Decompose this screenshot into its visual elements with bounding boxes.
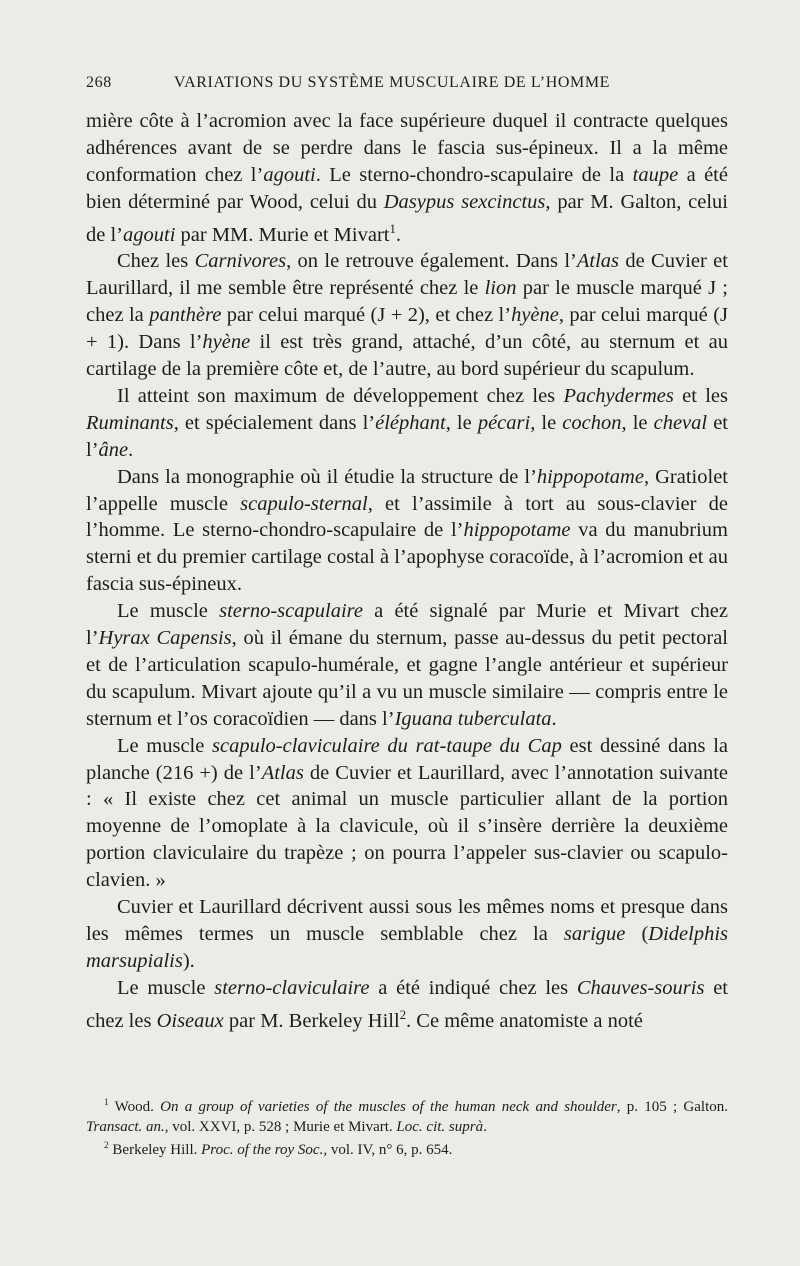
paragraph: Le muscle sterno-claviculaire a été indiqué chez les Chauves-souris et chez les Oiseaux par M. Berkeley Hill$^2$. Ce même anatomiste a noté bbox=[86, 976, 728, 1032]
footnotes bbox=[86, 1094, 728, 1161]
footnote: $^1$ Wood. On a group of varieties of the muscles of the human neck and shoulder, p. 105 ; Galton. Transact. an., vol. XXVI, p. 528 ; Murie et Mivart. Loc. cit. suprà. bbox=[86, 1098, 729, 1135]
paragraph: Dans la monographie où il étudie la structure de l’hippopotame, Gratiolet l’appelle muscle scapulo-sternal, et l’assimile à tort au sous-clavier de l’homme. Le sterno-chondro-scapulaire de l’hippopotame va du manubrium sterni et du premier cartilage costal à l’apophyse coracoïde, à l’acromion et au fascia sus-épineux. bbox=[86, 465, 728, 596]
running-title: VARIATIONS DU SYSTÈME MUSCULAIRE DE L’HOMME bbox=[174, 74, 611, 91]
paragraph: Le muscle scapulo-claviculaire du rat-taupe du Cap est dessiné dans la planche (216 +) de l’Atlas de Cuvier et Laurillard, avec l’annotation suivante : « Il existe chez cet animal un muscle particulier allant de la portion moyenne de l’omoplate à la clavicule, où il s’insère derrière la deuxième portion claviculaire du trapèze ; on pourra l’appeler sus-clavier ou scapulo-clavien. » bbox=[86, 734, 729, 892]
paragraph: mière côte à l’acromion avec la face supérieure duquel il contracte quelques adhérences avant de se perdre dans le fascia sus-épineux. Il a la même conformation chez l’agouti. Le sterno-chondro-scapulaire de la taupe a été bien déterminé par Wood, celui du Dasypus sexcinctus, par M. Galton, celui de l’agouti par MM. Murie et Mivart$^1$. bbox=[86, 110, 728, 246]
paragraph: Il atteint son maximum de développement chez les Pachydermes et les Ruminants, et spécialement dans l’éléphant, le pécari, le cochon, le cheval et l’âne. bbox=[86, 384, 728, 461]
paragraph: Chez les Carnivores, on le retrouve également. Dans l’Atlas de Cuvier et Laurillard, il me semble être représenté chez le lion par le muscle marqué J ; chez la panthère par celui marqué (J + 2), et chez l’hyène, par celui marqué (J + 1). Dans l’hyène il est très grand, attaché, d’un côté, au sternum et au cartilage de la première côte et, de l’autre, au bord supérieur du scapulum. bbox=[86, 250, 728, 380]
paragraph: Le muscle sterno-scapulaire a été signalé par Murie et Mivart chez l’Hyrax Capensis, où il émane du sternum, passe au-dessus du petit pectoral et de l’articulation scapulo-humérale, et gagne l’angle antérieur et supérieur du scapulum. Mivart ajoute qu’il a vu un muscle similaire — compris entre le sternum et l’os coracoïdien — dans l’Iguana tuberculata. bbox=[86, 600, 728, 730]
paragraph: Cuvier et Laurillard décrivent aussi sous les mêmes noms et presque dans les mêmes termes un muscle semblable chez la sarigue (Didelphis marsupialis). bbox=[86, 896, 728, 972]
body-text bbox=[86, 108, 728, 1034]
page-number: 268 bbox=[86, 74, 112, 91]
footnote: $^2$ Berkeley Hill. Proc. of the roy Soc., vol. IV, n° 6, p. 654. bbox=[104, 1141, 453, 1158]
